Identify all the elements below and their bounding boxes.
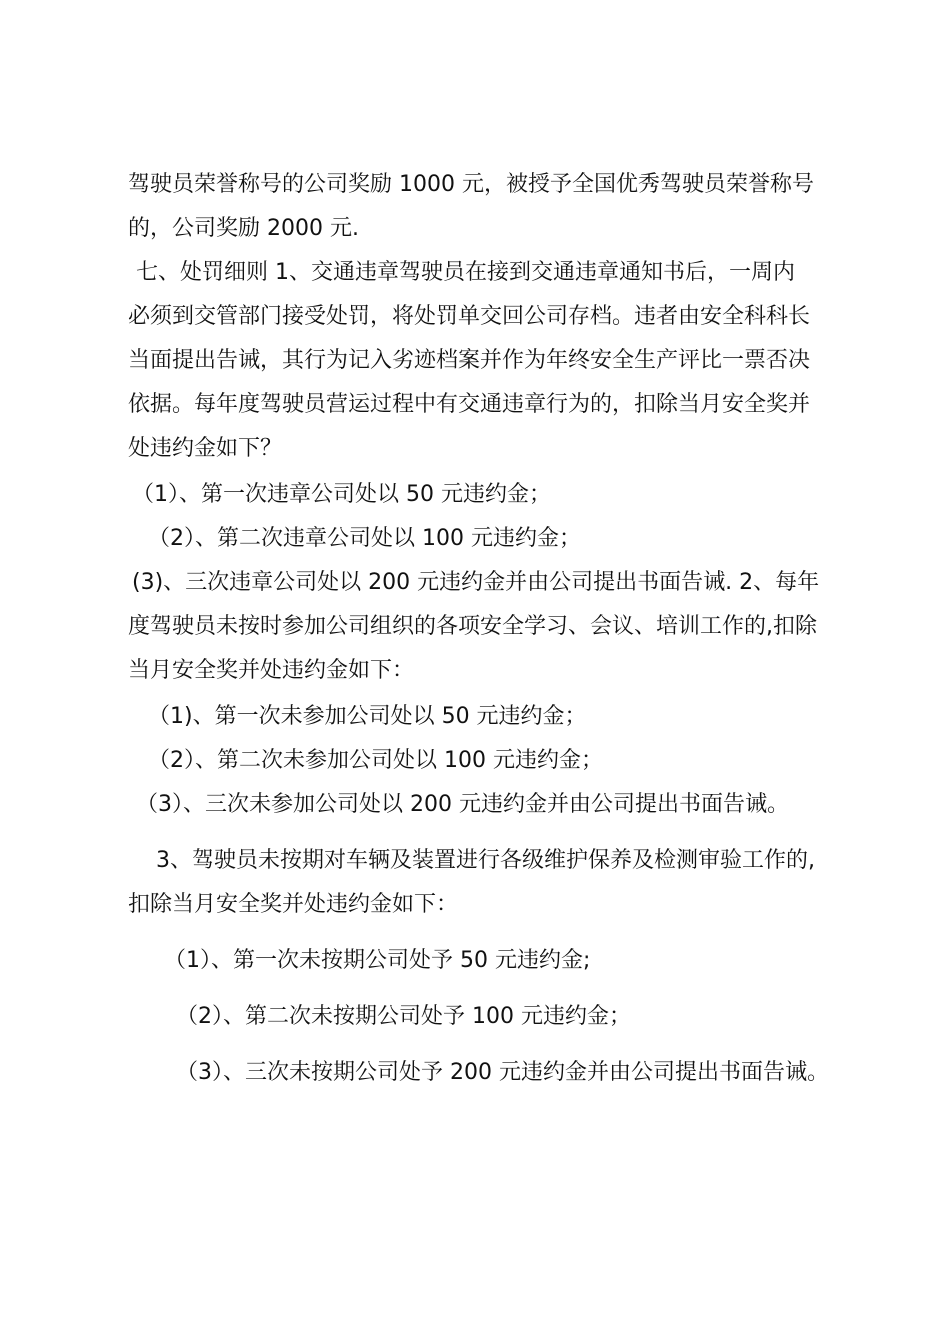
list-item: （1）、第一次违章公司处以 50 元违约金； bbox=[132, 482, 551, 507]
list-item: （2）、第二次违章公司处以 100 元违约金； bbox=[148, 526, 581, 551]
text-line: 依据。每年度驾驶员营运过程中有交通违章行为的，扣除当月安全奖并 bbox=[128, 392, 811, 417]
section-heading-line: 七、处罚细则 1、交通违章驾驶员在接到交通违章通知书后，一周内 bbox=[136, 260, 795, 285]
list-item: （1)、第一次未参加公司处以 50 元违约金； bbox=[148, 704, 587, 729]
list-item: （3）、三次未按期公司处予 200 元违约金并由公司提出书面告诫。 bbox=[176, 1060, 829, 1085]
list-item: （2）、第二次未按期公司处予 100 元违约金； bbox=[176, 1004, 631, 1029]
list-item: （1）、第一次未按期公司处予 50 元违约金; bbox=[164, 948, 591, 973]
text-line: 处违约金如下？ bbox=[128, 436, 283, 461]
text-line: 驾驶员荣誉称号的公司奖励 1000 元，被授予全国优秀驾驶员荣誉称号 bbox=[128, 172, 814, 197]
text-line: 当月安全奖并处违约金如下： bbox=[128, 658, 415, 683]
text-line: 3、驾驶员未按期对车辆及装置进行各级维护保养及检测审验工作的, bbox=[156, 848, 815, 873]
text-line: 度驾驶员未按时参加公司组织的各项安全学习、会议、培训工作的,扣除 bbox=[128, 614, 817, 639]
text-line: 必须到交管部门接受处罚，将处罚单交回公司存档。违者由安全科科长 bbox=[128, 304, 811, 329]
list-item: （2）、第二次未参加公司处以 100 元违约金； bbox=[148, 748, 603, 773]
list-item: (3)、三次违章公司处以 200 元违约金并由公司提出书面告诫. 2、每年 bbox=[132, 570, 820, 595]
text-line: 当面提出告诫，其行为记入劣迹档案并作为年终安全生产评比一票否决 bbox=[128, 348, 811, 373]
list-item: （3）、三次未参加公司处以 200 元违约金并由公司提出书面告诫。 bbox=[136, 792, 789, 817]
text-line: 的，公司奖励 2000 元. bbox=[128, 216, 359, 241]
text-line: 扣除当月安全奖并处违约金如下： bbox=[128, 892, 459, 917]
